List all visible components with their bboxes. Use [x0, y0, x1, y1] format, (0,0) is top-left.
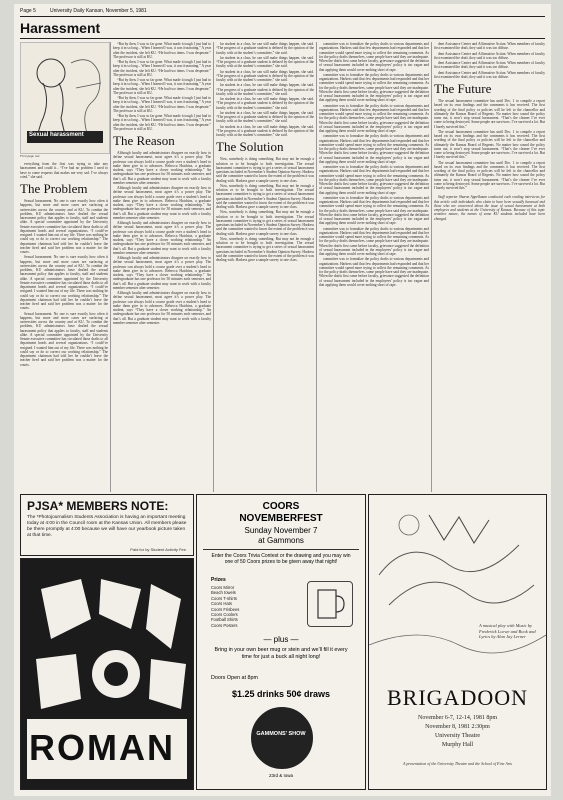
- advertisements: [20, 494, 545, 792]
- column-rule: [316, 42, 317, 492]
- coors-price: $1.25 drinks 50¢ draws: [231, 689, 331, 699]
- coors-prize-list: [211, 585, 239, 628]
- column-5: [434, 42, 545, 492]
- col2-intro-3: “But by then, I was so far gone. What made it tough I just had to keep it in so long... When I learned I was, it was frustrating.” A year after the incident, she left KU. “He had two items. I was desperate.” The professor is still at KU.: [113, 78, 211, 95]
- col3-body-2: Now, somebody is doing something. But may not be enough a solution or to be brought to both investigation. The sexual harassment committee is trying to get a series of sexual harassment questions included in November’s Student Opinion Survey. Harkess said the committee wanted to know the extent of the problem it was dealing with. Harkess gave a sample survey to one class.: [216, 183, 314, 209]
- brigadoon-hall: Murphy Hall: [441, 742, 474, 748]
- brigadoon-place: University Theatre: [434, 733, 481, 739]
- pjsa-paid: Paid for by Student Activity Fee.: [130, 547, 187, 552]
- page-number: Page 5: [20, 8, 36, 14]
- col4-body-6: committee was to formalize the policy drafts to various departments and organizations. Harkess said that few departments had responded and that her committee would spend more trying to collect the remaining comments. As for the policy drafts themselves, some people have said they are inadequate. When the drafts first came before faculty, grievance suggested the definition of sexual harassment included in the employees’ policy is too vague and that applying them would cover nothing short of rape.: [319, 195, 429, 226]
- col5-intro-4: dent Assistance Center and Affirmative Action. When members of faculty first examined the draft, they said it was too diffuse.: [434, 70, 545, 79]
- brigadoon-title: BRIGADOON: [387, 685, 528, 710]
- col4-body-7: committee was to formalize the policy drafts to various departments and organizations. Harkess said that few departments had responded and that her committee would spend more trying to collect the remaining comments. As for the policy drafts themselves, some people have said they are inadequate. When the drafts first came before faculty, grievance suggested the definition of sexual harassment included in the employees’ policy is too vague and that applying them would cover nothing short of rape.: [319, 226, 429, 256]
- col3-intro-7: lar student in a class, he can still make things happen, she said. “The progress of a graduate student is defined by the opinion of the faculty with at the student’s committee,” she said.: [216, 124, 314, 137]
- section-kicker: Harassment: [20, 20, 101, 36]
- col4-body-2: committee was to formalize the policy drafts to various departments and organizations. Harkess said that few departments had responded and that her committee would spend more trying to collect the remaining comments. As for the policy drafts themselves, some people have said they are inadequate. When the drafts first came before faculty, grievance suggested the definition of sexual harassment included in the employees’ policy is too vague and that applying them would cover nothing short of rape.: [319, 72, 429, 103]
- heading-the-future: The Future: [434, 81, 492, 96]
- column-rule: [431, 42, 432, 492]
- coors-prize: Coors T-shirts: [211, 595, 237, 601]
- col1-intro: everything from the first was trying to take any harassment and could it... “I’ve had no problem I used to have to come requests that makes me very sad. I’ve always cried,” she said.: [20, 162, 108, 179]
- col2-body: Although faculty and administrators disagree on exactly how to define sexual harassment, most agree it’s a power play. The professor can always hold a course grade over a student’s head to make them give in to advances. Rebecca Hutchins, a graduate student, says “They have a closer working relationship.” An undergraduate has one professor for 50 minutes each semester, and that’s all. But a graduate student may want to work with a faculty member semester after semester.: [113, 151, 211, 185]
- column-3: [216, 42, 314, 492]
- roman-title: ROMAN: [29, 727, 175, 768]
- coors-prize: Coors Hats: [211, 601, 232, 607]
- col3-intro-6: lar student in a class, he can still make things happen, she said. “The progress of a graduate student is defined by the opinion of the faculty with at the student’s committee,” she said.: [216, 110, 314, 124]
- gammons-logo-text: GAMMONS’ SHOW: [256, 731, 306, 737]
- gammons-logo-icon: [251, 707, 313, 769]
- col3-intro-5: lar student in a class, he can still make things happen, she said. “The progress of a graduate student is defined by the opinion of the faculty with at the student’s committee,” she said.: [216, 97, 314, 110]
- roman-ad: [20, 558, 194, 790]
- heading-the-reason: The Reason: [113, 133, 175, 148]
- col4-body-5: committee was to formalize the policy drafts to various departments and organizations. Harkess said that few departments had responded and that her committee would spend more trying to collect the remaining comments. As for the policy drafts themselves, some people have said they are inadequate. When the drafts first came before faculty, grievance suggested the definition of sexual harassment included in the employees’ policy is too vague and that applying them would cover nothing short of rape.: [319, 165, 429, 195]
- pjsa-body: The *Photojournalism Students Association is having an important meeting today at 4:00 in the Council room at the Kansas Union. All members please be there promptly at 4:00 because we will have our yearbook picture taken at that time.: [27, 515, 187, 538]
- coors-headline: NOVEMBERFEST: [239, 513, 323, 524]
- newspaper-page: [14, 4, 551, 796]
- col2-body-2: Although faculty and administrators disagree on exactly how to define sexual harassment, most agree it’s a power play. The professor can always hold a course grade over a student’s head to make them give in to advances. Rebecca Hutchins, a graduate student, says “They have a closer working relationship.” An undergraduate has one professor for 50 minutes each semester, and that’s all. But a graduate student may want to work with a faculty member semester after semester.: [113, 186, 211, 220]
- illustration-caption: First page one: [20, 154, 40, 158]
- col5-body-2: The sexual harassment committee has until Dec. 1 to compile a report based on its own findings and the comments it has received. The first wording of the final policy or policies will be left to the chancellor and ultimately the Kansas Board of Regents. No matter how sound the policy turns out, it won’t stop sexual harassment. “That’s the cleaner I’ve ever come to being destroyed. Some people are survivors. I’ve survived a lot. But I barely survived this.”: [434, 129, 545, 160]
- col1-body-3: Sexual harassment. No one is sure exactly how often it happens, but more and more cases are surfacing at universities across the country and at KU. To combat the problem, KU administrators have drafted the sexual harassment policy that applies to faculty, staff and students alike. A special committee appointed by the University Senate executive committee has circulated those drafts to all department heads and several organizations. “I could’ve resigned. I wanted him out of my life. There was nothing he could say or do to correct our working relationship.” The department chairman had told her he couldn’t leave the teacher fired and said her problem was a matter for the courts.: [20, 311, 108, 367]
- kicker-rule: [20, 38, 545, 39]
- coors-doors: Doors Open at 8pm: [211, 675, 259, 681]
- paper-name: University Daily Kansan, November 5, 1981: [50, 8, 147, 14]
- col3-intro: lar student in a class, he can still make things happen, she said. “The progress of a graduate student is defined by the opinion of the faculty with at the student’s committee,” she said.: [216, 42, 314, 55]
- col2-body-4: Although faculty and administrators disagree on exactly how to define sexual harassment, most agree it’s a power play. The professor can always hold a course grade over a student’s head to make them give in to advances. Rebecca Hutchins, a graduate student, says “They have a closer working relationship.” An undergraduate has one professor for 50 minutes each semester, and that’s all. But a graduate student may want to work with a faculty member semester after semester.: [113, 256, 211, 290]
- col5-intro: dent Assistance Center and Affirmative Action. When members of faculty first examined the draft, they said it was too diffuse.: [434, 42, 545, 51]
- col4-body-8: committee was to formalize the policy drafts to various departments and organizations. Harkess said that few departments had responded and that her committee would spend more trying to collect the remaining comments. As for the policy drafts themselves, some people have said they are inadequate. When the drafts first came before faculty, grievance suggested the definition of sexual harassment included in the employees’ policy is too vague and that applying them would cover nothing short of rape.: [319, 257, 429, 287]
- coors-prize: Coors Mirror: [211, 585, 235, 590]
- col5-intro-2: dent Assistance Center and Affirmative Action. When members of faculty first examined the draft, they said it was too diffuse.: [434, 51, 545, 60]
- coors-contest: Enter the Coors Trivia Contest or the drawing and you may win one of 50 Coors prizes to be given away that night!: [211, 553, 351, 565]
- column-rule: [110, 42, 111, 492]
- col4-body-4: committee was to formalize the policy drafts to various departments and organizations. Harkess said that few departments had responded and that her committee would spend more trying to collect the remaining comments. As for the policy drafts themselves, some people have said they are inadequate. When the drafts first came before faculty, grievance suggested the definition of sexual harassment included in the employees’ policy is too vague and that applying them would cover nothing short of rape.: [319, 134, 429, 164]
- beer-mug-icon: [307, 581, 353, 627]
- coors-prize: Coors Frisbees: [211, 606, 240, 612]
- coors-bring: Bring in your own beer mug or stein and we’ll fill it every time for just a buck all night long!: [214, 647, 348, 660]
- col2-intro-2: “But by then, I was so far gone. What made it tough I just had to keep it in so long... When I learned I was, it was frustrating.” A year after the incident, she left KU. “He had two items. I was desperate.” The professor is still at KU.: [113, 60, 211, 77]
- coors-prize: Beach towels: [211, 590, 236, 596]
- col3-body: Now, somebody is doing something. But may not be enough a solution or to be brought to both investigation. The sexual harassment committee is trying to get a series of sexual harassment questions included in November’s Student Opinion Survey. Harkess said the committee wanted to know the extent of the problem it was dealing with. Harkess gave a sample survey to one class.: [216, 157, 314, 183]
- col4-body-3: committee was to formalize the policy drafts to various departments and organizations. Harkess said that few departments had responded and that her committee would spend more trying to collect the remaining comments. As for the policy drafts themselves, some people have said they are inadequate. When the drafts first came before faculty, grievance suggested the definition of sexual harassment included in the employees’ policy is too vague and that applying them would cover nothing short of rape.: [319, 103, 429, 133]
- heading-the-solution: The Solution: [216, 139, 284, 155]
- col5-body-3: The sexual harassment committee has until Dec. 1 to compile a report based on its own findings and the comments it has received. The first wording of the final policy or policies will be left to the chancellor and ultimately the Kansas Board of Regents. No matter how sound the policy turns out, it won’t stop sexual harassment. “That’s the cleaner I’ve ever come to being destroyed. Some people are survivors. I’ve survived a lot. But I barely survived this.”: [434, 160, 545, 190]
- heading-the-problem: The Problem: [20, 181, 88, 196]
- harassment-illustration: [20, 42, 110, 154]
- page-header: [20, 6, 545, 17]
- col2-body-5: Although faculty and administrators disagree on exactly how to define sexual harassment, most agree it’s a power play. The professor can always hold a course grade over a student’s head to make them give in to advances. Rebecca Hutchins, a graduate student, says “They have a closer working relationship.” An undergraduate has one professor for 50 minutes each semester, and that’s all. But a graduate student may want to work with a faculty member semester after semester.: [113, 291, 211, 325]
- illustration-label: Sexual harassment: [29, 132, 84, 138]
- coors-venue: at Gammons: [258, 536, 304, 545]
- coors-ad: [196, 494, 366, 790]
- col5-body: The sexual harassment committee has until Dec. 1 to compile a report based on its own findings and the comments it has received. The first wording of the final policy or policies will be left to the chancellor and ultimately the Kansas Board of Regents. No matter how sound the policy turns out, it won’t stop sexual harassment. “That’s the cleaner I’ve ever come to being destroyed. Some people are survivors. I’ve survived a lot. But I barely survived this.”: [434, 99, 545, 129]
- brigadoon-ad: [368, 494, 547, 790]
- brigadoon-artwork-icon: [369, 495, 546, 681]
- column-1: [20, 162, 108, 492]
- coors-prizes-title: Prizes: [211, 577, 226, 583]
- col3-body-3: Now, somebody is doing something. But may not be enough a solution or to be brought to both investigation. The sexual harassment committee is trying to get a series of sexual harassment questions included in November’s Student Opinion Survey. Harkess said the committee wanted to know the extent of the problem it was dealing with. Harkess gave a sample survey to one class.: [216, 210, 314, 236]
- col1-body-2: Sexual harassment. No one is sure exactly how often it happens, but more and more cases are surfacing at universities across the country and at KU. To combat the problem, KU administrators have drafted the sexual harassment policy that applies to faculty, staff and students alike. A special committee appointed by the University Senate executive committee has circulated those drafts to all department heads and several organizations. “I could’ve resigned. I wanted him out of my life. There was nothing he could say or do to correct our working relationship.” The department chairman had told her he couldn’t leave the teacher fired and said her problem was a matter for the courts.: [20, 255, 108, 311]
- col1-body: Sexual harassment. No one is sure exactly how often it happens, but more and more cases are surfacing at universities across the country and at KU. To combat the problem, KU administrators have drafted the sexual harassment policy that applies to faculty, staff and students alike. A special committee appointed by the University Senate executive committee has circulated those drafts to all department heads and several organizations. “I could’ve resigned. I wanted him out of my life. There was nothing he could say or do to correct our working relationship.” The department chairman had told her he couldn’t leave the teacher fired and said her problem was a matter for the courts.: [20, 199, 108, 254]
- col2-intro-5: “But by then, I was so far gone. What made it tough I just had to keep it in so long... When I learned I was, it was frustrating.” A year after the incident, she left KU. “He had two items. I was desperate.” The professor is still at KU.: [113, 114, 211, 131]
- column-2: [113, 42, 211, 492]
- coors-date: Sunday November 7: [244, 526, 318, 535]
- col2-intro-4: “But by then, I was so far gone. What made it tough I just had to keep it in so long... When I learned I was, it was frustrating.” A year after the incident, she left KU. “He had two items. I was desperate.” The professor is still at KU.: [113, 96, 211, 113]
- coors-address: 23rd & Iowa: [268, 773, 293, 778]
- column-4: [319, 42, 429, 492]
- col3-body-4: Now, somebody is doing something. But may not be enough a solution or to be brought to both investigation. The sexual harassment committee is trying to get a series of sexual harassment questions included in November’s Student Opinion Survey. Harkess said the committee wanted to know the extent of the problem it was dealing with. Harkess gave a sample survey to one class.: [216, 236, 314, 262]
- brigadoon-tagline: A musical play with Music by Frederick Loewe and Book and Lyrics by Alan Jay Lerner: [479, 623, 536, 639]
- coors-brand: COORS: [262, 501, 300, 512]
- col5-intro-3: dent Assistance Center and Affirmative Action. When members of faculty first examined the draft, they said it was too diffuse.: [434, 61, 545, 70]
- column-rule: [213, 42, 214, 492]
- col3-intro-3: lar student in a class, he can still make things happen, she said. “The progress of a graduate student is defined by the opinion of the faculty with at the student’s committee,” she said.: [216, 69, 314, 82]
- coors-prize: Coors Posters: [211, 622, 238, 628]
- col2-body-3: Although faculty and administrators disagree on exactly how to define sexual harassment, most agree it’s a power play. The professor can always hold a course grade over a student’s head to make them give in to advances. Rebecca Hutchins, a graduate student, says “They have a closer working relationship.” An undergraduate has one professor for 50 minutes each semester, and that’s all. But a graduate student may want to work with a faculty member semester after semester.: [113, 221, 211, 255]
- coors-divider: [203, 549, 359, 550]
- brigadoon-sponsor: A presentation of the University Theatre and the School of Fine Arts: [403, 761, 512, 766]
- brigadoon-matinee: November 8, 1981 2:30pm: [425, 724, 490, 730]
- pjsa-ad: [20, 494, 194, 556]
- brigadoon-dates: November 6-7, 12-14, 1981 8pm: [418, 715, 497, 721]
- coors-prize: Coors Coolers: [211, 612, 238, 618]
- coors-prize: Football Shirts: [211, 617, 238, 623]
- staff-byline: Staff reporter Sharon Appelbaum conducted each reading interviews for this article with individuals who claim to have been sexually harassed and those who are concerned about the issue of sexual harassment at both employees and students at the University of Kansas. Because of this topic sensitive nature, the names of some KU students included have been changed.: [434, 195, 545, 221]
- col4-body: committee was to formalize the policy drafts to various departments and organizations. Harkess said that few departments had responded and that her committee would spend more trying to collect the remaining comments. As for the policy drafts themselves, some people have said they are inadequate. When the drafts first came before faculty, grievance suggested the definition of sexual harassment included in the employees’ policy is too vague and that applying them would cover nothing short of rape.: [319, 42, 429, 72]
- pjsa-title: PJSA* MEMBERS NOTE:: [27, 499, 169, 513]
- coors-plus: — plus —: [263, 635, 299, 644]
- col3-intro-4: lar student in a class, he can still make things happen, she said. “The progress of a graduate student is defined by the opinion of the faculty with at the student’s committee,” she said.: [216, 83, 314, 96]
- col2-intro: “But by then, I was so far gone. What made it tough I just had to keep it in so long... When I learned I was, it was frustrating.” A year after the incident, she left KU. “He had two items. I was desperate.” The professor is still at KU.: [113, 42, 211, 59]
- col3-intro-2: lar student in a class, he can still make things happen, she said. “The progress of a graduate student is defined by the opinion of the faculty with at the student’s committee,” she said.: [216, 55, 314, 69]
